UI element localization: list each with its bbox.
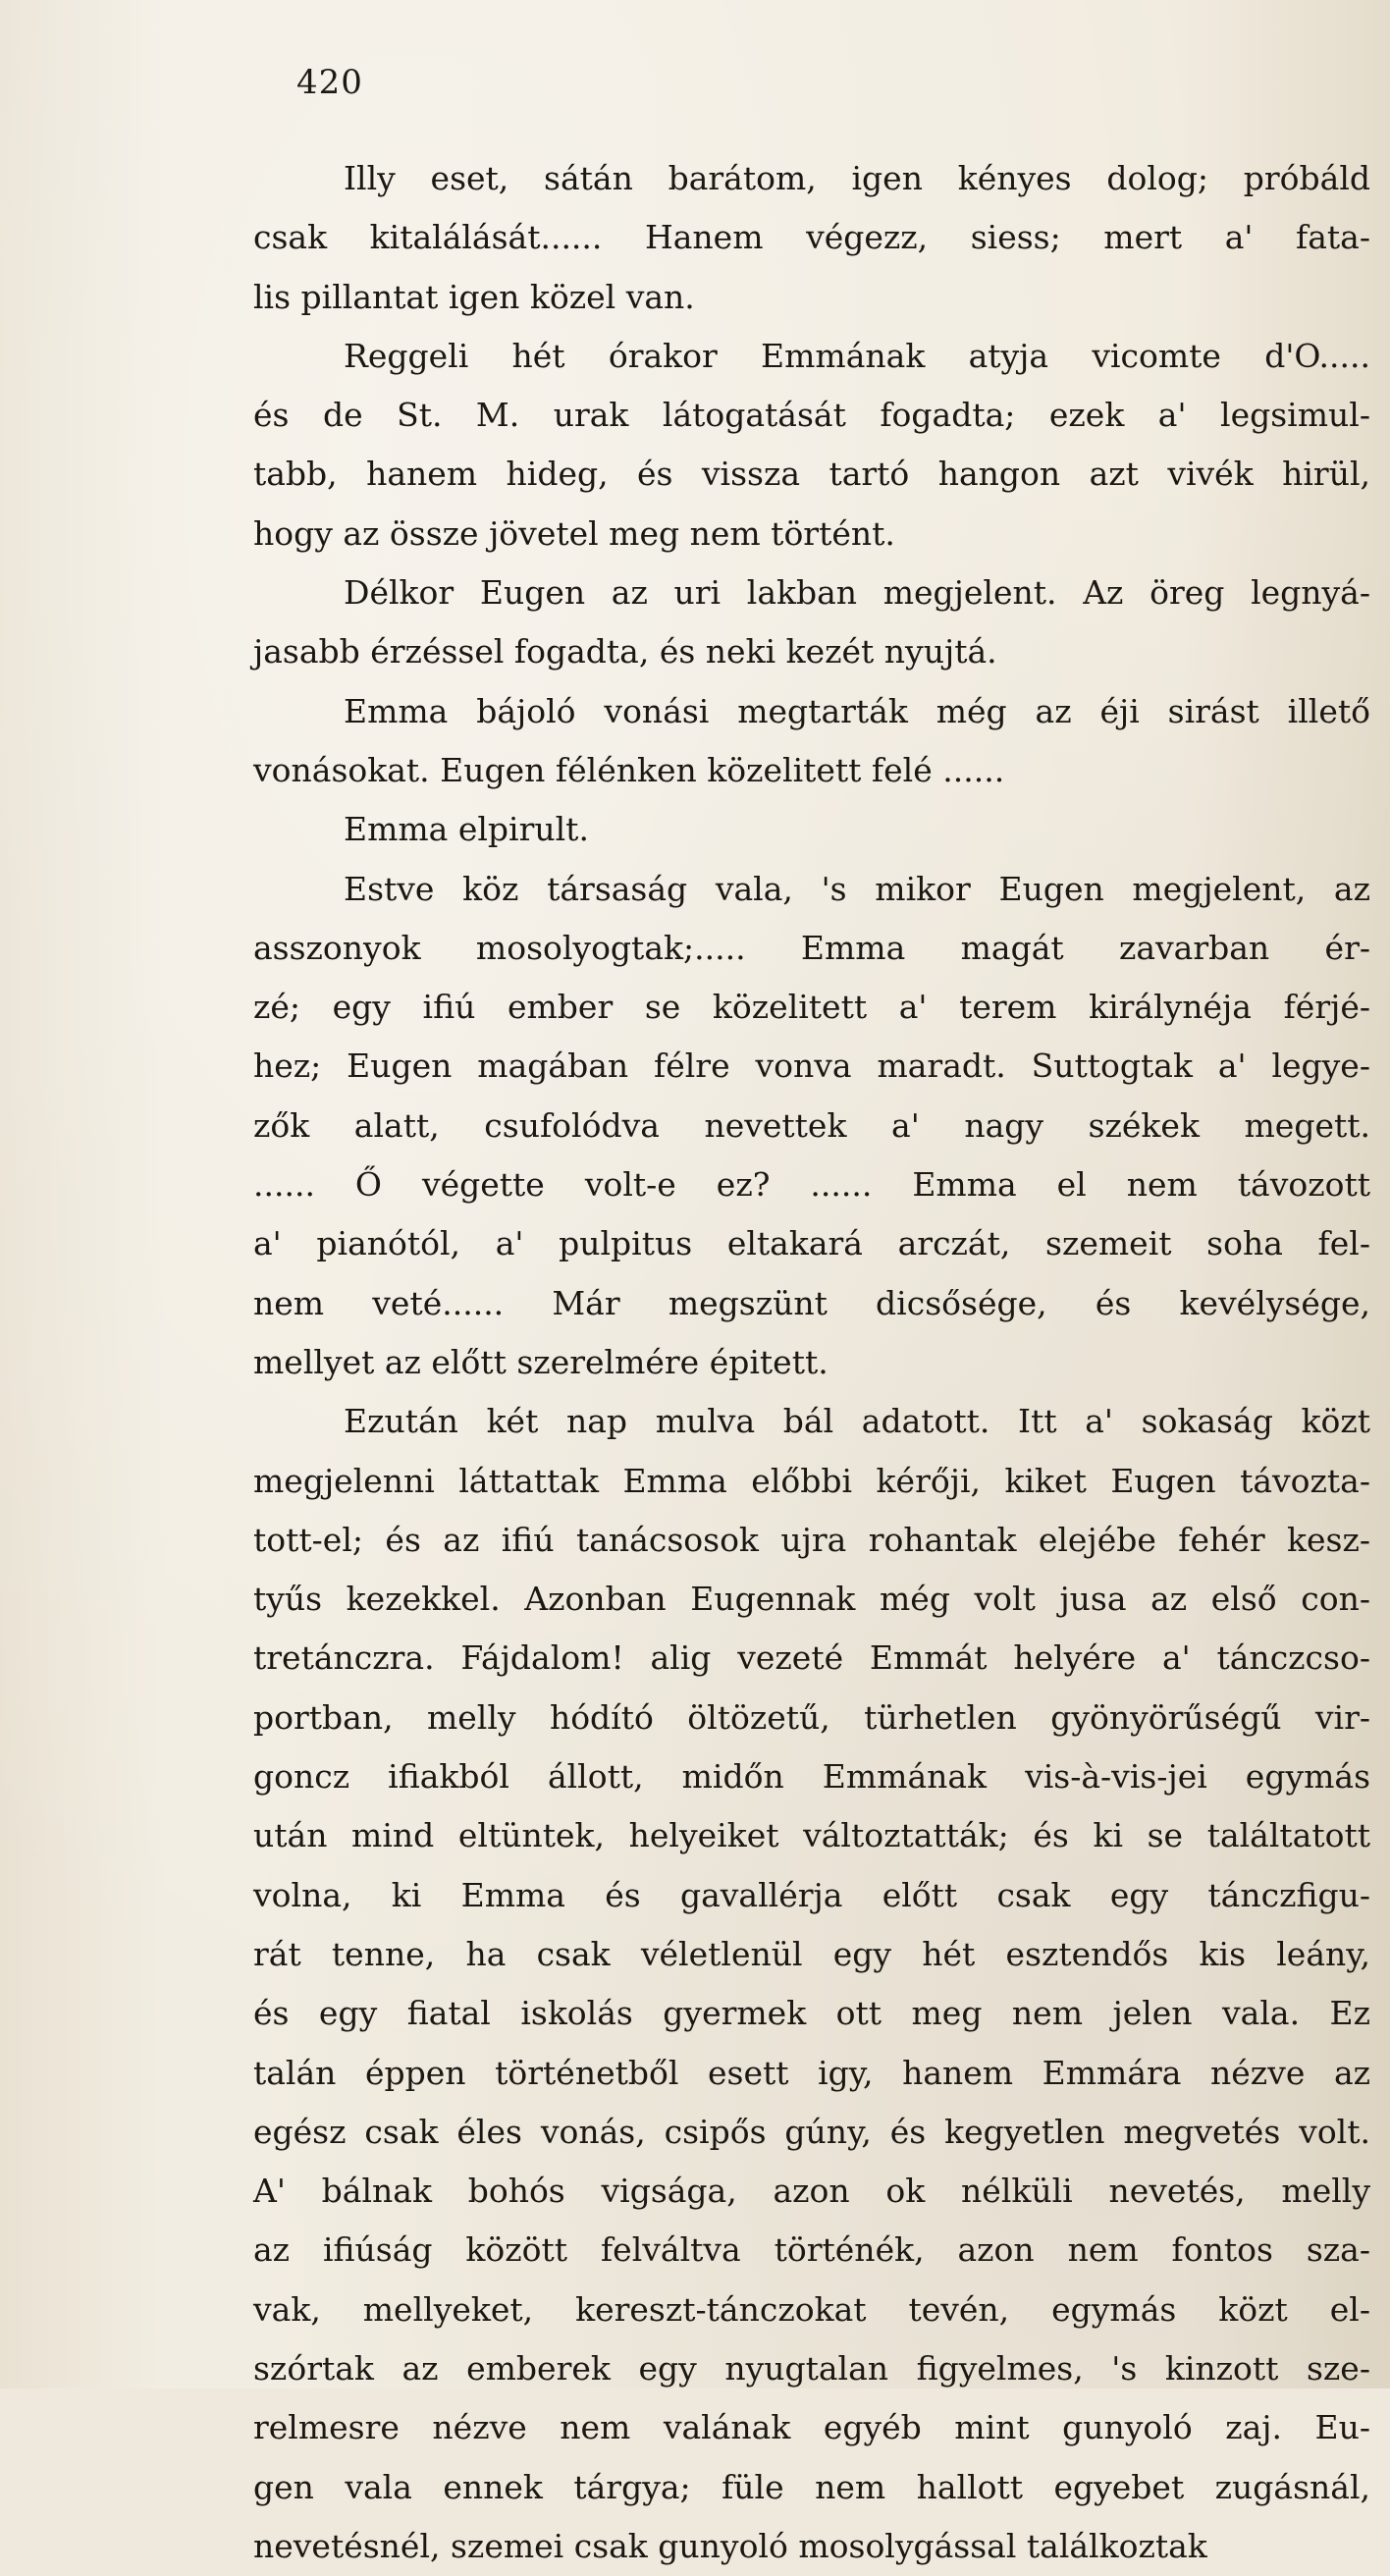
paragraph xyxy=(253,149,1370,327)
text-line: jasabb érzéssel fogadta, és neki kezét nyujtá. xyxy=(253,632,997,671)
text-line: zé; egy ifiú ember se közelitett a' terem királynéja férjé- xyxy=(253,988,1370,1027)
text-line: hez; Eugen magában félre vonva maradt. Suttogtak a' legye- xyxy=(253,1046,1370,1086)
text-line: Emma bájoló vonási megtarták még az éji sirást illető xyxy=(344,691,1370,730)
text-line: vonásokat. Eugen félénken közelitett felé ...... xyxy=(253,750,1005,789)
text-line: talán éppen történetből esett igy, hanem Emmára nézve az xyxy=(253,2053,1370,2092)
text-line: volna, ki Emma és gavallérja előtt csak egy tánczfigu- xyxy=(253,1875,1370,1914)
text-line: Ezután két nap mulva bál adatott. Itt a' sokaság közt xyxy=(344,1402,1370,1441)
text-line: nem veté...... Már megszünt dicsősége, és kevélysége, xyxy=(253,1283,1370,1322)
paragraph xyxy=(253,327,1370,564)
text-line: tabb, hanem hideg, és vissza tartó hangon azt vivék hirül, xyxy=(253,455,1370,494)
paragraph xyxy=(253,682,1370,801)
text-line: tyűs kezekkel. Azonban Eugennak még volt jusa az első con- xyxy=(253,1580,1370,1619)
text-line: szórtak az emberek egy nyugtalan figyelmes, 's kinzott sze- xyxy=(253,2348,1370,2388)
text-line: Emma elpirult. xyxy=(344,810,589,849)
paragraph xyxy=(253,564,1370,682)
text-line: zők alatt, csufolódva nevettek a' nagy székek megett. xyxy=(253,1105,1370,1145)
text-line: egész csak éles vonás, csipős gúny, és kegyetlen megvetés volt. xyxy=(253,2112,1370,2151)
text-line: a' pianótól, a' pulpitus eltakará arczát, szemeit soha fel- xyxy=(253,1224,1370,1263)
text-line: goncz ifiakból állott, midőn Emmának vis-à-vis-jei egymás xyxy=(253,1757,1370,1797)
text-line: nevetésnél, szemei csak gunyoló mosolygással találkoztak xyxy=(253,2526,1207,2565)
text-line: lis pillantat igen közel van. xyxy=(253,277,695,316)
text-line: Délkor Eugen az uri lakban megjelent. Az öreg legnyá- xyxy=(344,573,1370,613)
page-number: 420 xyxy=(296,63,363,102)
text-line: vak, mellyeket, kereszt-tánczokat tevén, egymás közt el- xyxy=(253,2289,1370,2329)
text-line: portban, melly hódító öltözetű, türhetlen gyönyörűségű vir- xyxy=(253,1697,1370,1737)
text-line: tott-el; és az ifiú tanácsosok ujra rohantak elejébe fehér kesz- xyxy=(253,1520,1370,1559)
paragraph xyxy=(253,860,1370,1393)
text-line: gen vala ennek tárgya; füle nem hallott egyebet zugásnál, xyxy=(253,2467,1370,2506)
text-line: Illy eset, sátán barátom, igen kényes dolog; próbáld xyxy=(344,159,1370,197)
text-line: az ifiúság között felváltva történék, azon nem fontos sza- xyxy=(253,2230,1370,2270)
paragraph xyxy=(253,1392,1370,2576)
text-line: hogy az össze jövetel meg nem történt. xyxy=(253,513,895,553)
text-line: tretánczra. Fájdalom! alig vezeté Emmát helyére a' tánczcso- xyxy=(253,1638,1370,1678)
text-line: Reggeli hét órakor Emmának atyja vicomte d'O..... xyxy=(344,336,1370,375)
body-text xyxy=(253,149,1370,2576)
paragraph xyxy=(253,800,1370,859)
text-line: csak kitalálását...... Hanem végezz, siess; mert a' fata- xyxy=(253,218,1370,257)
text-line: Estve köz társaság vala, 's mikor Eugen megjelent, az xyxy=(344,869,1370,908)
text-line: rát tenne, ha csak véletlenül egy hét esztendős kis leány, xyxy=(253,1934,1370,1973)
text-line: asszonyok mosolyogtak;..... Emma magát zavarban ér- xyxy=(253,928,1370,967)
text-line: A' bálnak bohós vigsága, azon ok nélküli nevetés, melly xyxy=(253,2172,1370,2211)
text-line: megjelenni láttattak Emma előbbi kérőji, kiket Eugen távozta- xyxy=(253,1461,1370,1500)
text-line: mellyet az előtt szerelmére épitett. xyxy=(253,1342,829,1381)
text-line: ...... Ő végette volt-e ez? ...... Emma el nem távozott xyxy=(253,1165,1370,1205)
text-line: után mind eltüntek, helyeiket változtatták; és ki se találtatott xyxy=(253,1816,1370,1855)
text-line: relmesre nézve nem valának egyéb mint gunyoló zaj. Eu- xyxy=(253,2408,1370,2447)
text-line: és de St. M. urak látogatását fogadta; ezek a' legsimul- xyxy=(253,396,1370,435)
text-line: és egy fiatal iskolás gyermek ott meg nem jelen vala. Ez xyxy=(253,1994,1370,2033)
